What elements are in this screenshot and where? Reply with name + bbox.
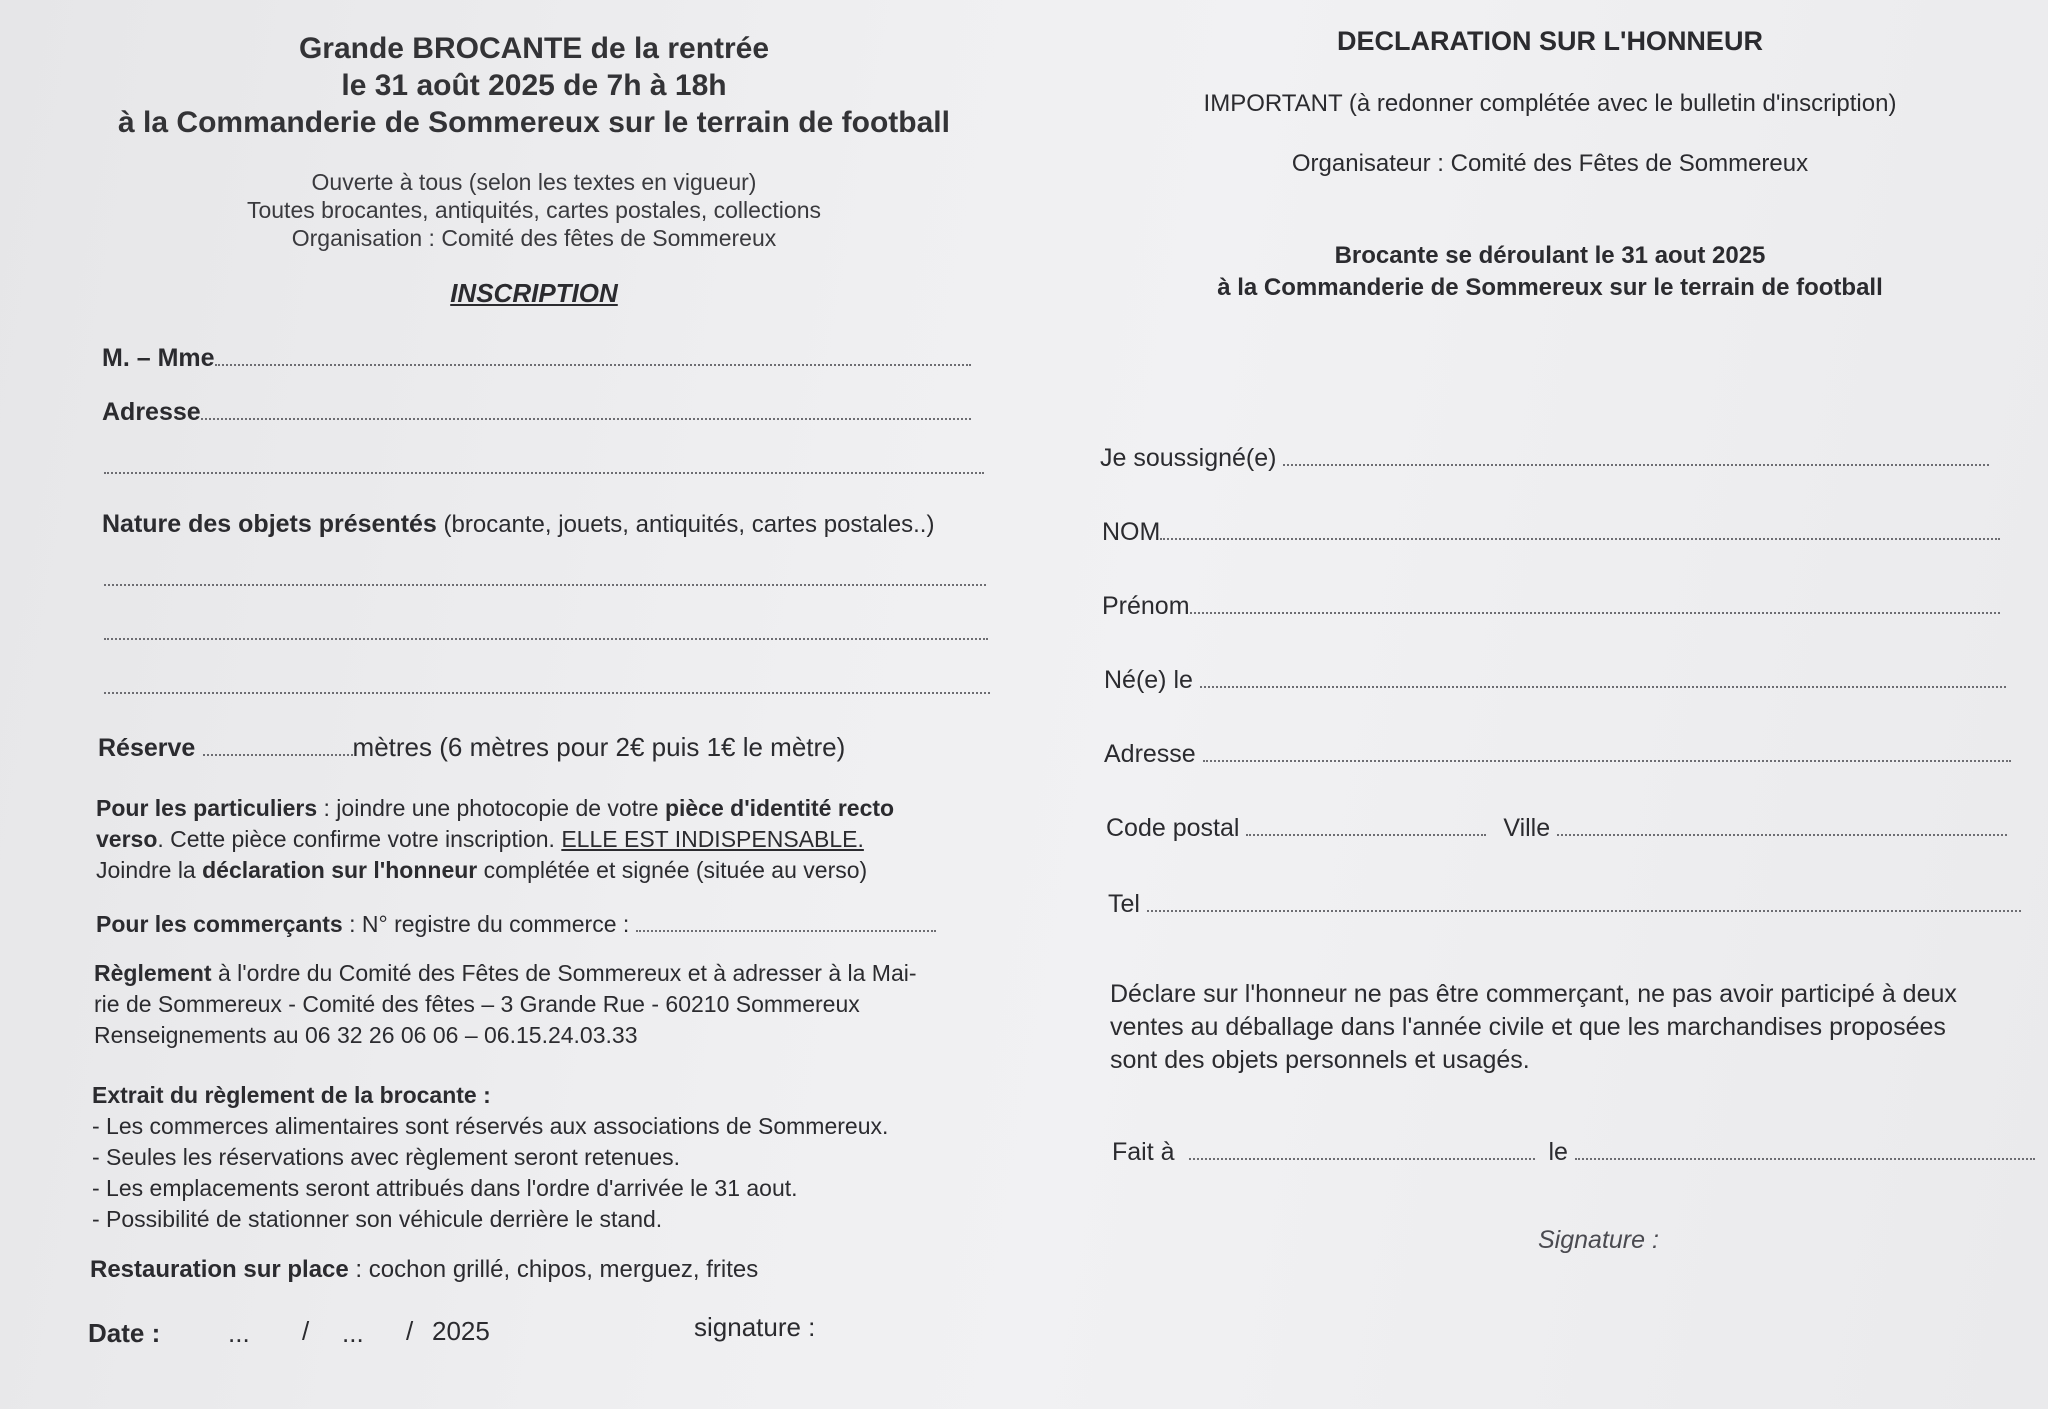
event-title: Grande BROCANTE de la rentrée le 31 août 2025 de 7h à 18h à la Commanderie de Sommereux sur le terrain de football <box>118 32 950 139</box>
event-subtitle: Ouverte à tous (selon les textes en vigueur) Toutes brocantes, antiquités, cartes postales, collections Organisation : Comité des fêtes de Sommereux <box>246 169 822 251</box>
fait-a-field[interactable]: Fait à le <box>1112 1136 2035 1167</box>
declaration-title: DECLARATION SUR L'HONNEUR <box>1337 26 1763 56</box>
code-postal-line[interactable] <box>1246 812 1486 836</box>
address-field[interactable]: Adresse <box>102 396 971 427</box>
nom-line[interactable] <box>1160 516 2000 540</box>
nature-line-1[interactable] <box>104 562 986 591</box>
adresse-field[interactable]: Adresse <box>1104 738 2011 769</box>
reserve-line[interactable] <box>203 732 353 756</box>
reglement-note: Règlement à l'ordre du Comité des Fêtes de Sommereux et à adresser à la Mai- rie de Sommereux - Comité des fêtes – 3 Grande Rue - 60210 Sommereux Renseignements au 06 32 26 06 06 – 06.15.24.03.33 <box>94 960 917 1048</box>
soussigne-line[interactable] <box>1283 442 1989 466</box>
event-details: Brocante se déroulant le 31 aout 2025 à la Commanderie de Sommereux sur le terrain de football <box>1217 242 1883 301</box>
tel-line[interactable] <box>1147 888 2021 912</box>
tel-field[interactable]: Tel <box>1108 888 2021 919</box>
inscription-heading: INSCRIPTION <box>450 278 618 308</box>
name-line[interactable] <box>215 342 971 366</box>
date-sep-1: / <box>302 1316 310 1346</box>
le-line[interactable] <box>1575 1136 2035 1160</box>
particuliers-note: Pour les particuliers : joindre une photocopie de votre pièce d'identité recto verso. Cette pièce confirme votre inscription. ELLE EST INDISPENSABLE. Joindre la déclaration sur l'honneur complétée et signée (située au verso) <box>96 795 895 883</box>
nature-line-2[interactable] <box>104 616 988 645</box>
prenom-field[interactable]: Prénom <box>1102 590 2000 621</box>
date-sep-2: / <box>406 1316 414 1346</box>
nom-field[interactable]: NOM <box>1102 516 2000 547</box>
ville-line[interactable] <box>1557 812 2007 836</box>
organisateur: Organisateur : Comité des Fêtes de Sommereux <box>1291 150 1809 177</box>
prenom-line[interactable] <box>1190 590 2000 614</box>
nature-line-3[interactable] <box>104 670 990 699</box>
nature-field: Nature des objets présentés (brocante, jouets, antiquités, cartes postales..) <box>102 510 935 538</box>
ne-le-line[interactable] <box>1200 664 2006 688</box>
date-field[interactable]: Date : <box>88 1318 161 1348</box>
left-signature-label: signature : <box>694 1312 816 1342</box>
commercants-field[interactable]: Pour les commerçants : N° registre du commerce : <box>96 908 936 940</box>
fait-a-line[interactable] <box>1189 1136 1535 1160</box>
extrait-reglement: Extrait du règlement de la brocante : - Les commerces alimentaires sont réservés aux associations de Sommereux. - Seules les réservations avec règlement seront retenues. - Les emplacements seront attribués dans l'ordre d'arrivée le 31 aout. - Possibilité de stationner son véhicule derrière le stand. <box>92 1082 889 1232</box>
address-line[interactable] <box>201 396 971 420</box>
date-month[interactable]: ... <box>342 1318 364 1348</box>
adresse-line[interactable] <box>1203 738 2011 762</box>
restauration-note: Restauration sur place : cochon grillé, chipos, merguez, frites <box>90 1256 759 1283</box>
declaration-text: Déclare sur l'honneur ne pas être commerçant, ne pas avoir participé à deux ventes au déballage dans l'année civile et que les marchandises proposées sont des objets personnels et usagés. <box>1110 980 1957 1074</box>
address-line-2[interactable] <box>104 450 984 479</box>
registre-line[interactable] <box>636 908 936 932</box>
code-postal-field[interactable]: Code postal Ville <box>1106 812 2007 843</box>
ne-le-field[interactable]: Né(e) le <box>1104 664 2006 695</box>
date-year: 2025 <box>432 1316 490 1346</box>
date-day[interactable]: ... <box>228 1318 250 1348</box>
reserve-field[interactable]: Réserve mètres (6 mètres pour 2€ puis 1€ le mètre) <box>98 732 846 762</box>
soussigne-field[interactable]: Je soussigné(e) <box>1100 442 1989 473</box>
name-field[interactable]: M. – Mme <box>102 342 971 373</box>
right-signature-label: Signature : <box>1538 1226 1659 1254</box>
important-note: IMPORTANT (à redonner complétée avec le bulletin d'inscription) <box>1203 90 1897 117</box>
